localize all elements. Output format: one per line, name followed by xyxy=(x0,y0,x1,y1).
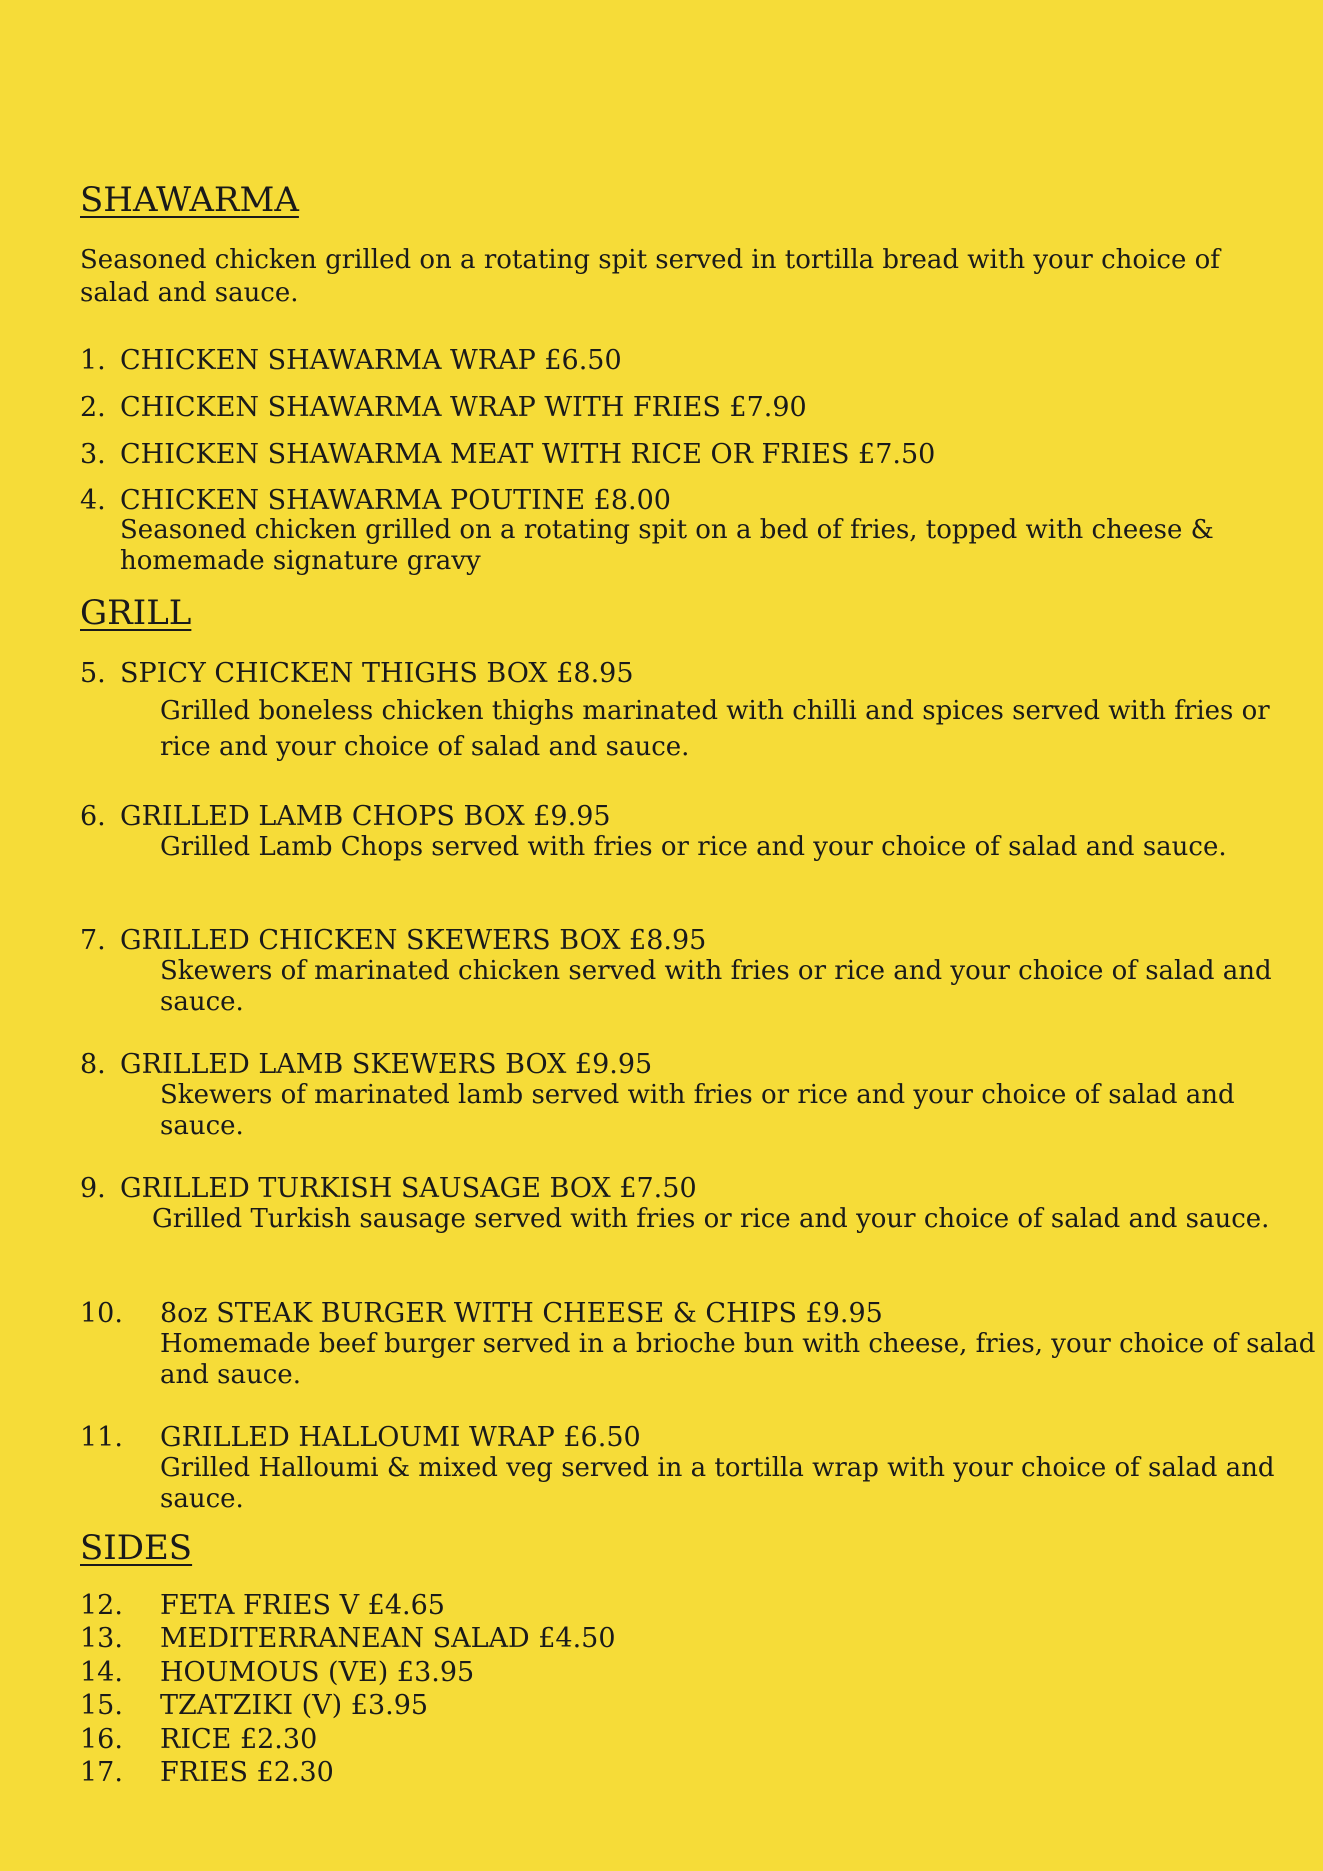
item-number: 8. xyxy=(80,1049,106,1080)
item-number: 17. xyxy=(80,1757,123,1788)
item-title: TZATZIKI (V) £3.95 xyxy=(160,1690,429,1721)
item-title: GRILLED TURKISH SAUSAGE BOX £7.50 xyxy=(120,1173,697,1204)
item-number: 12. xyxy=(80,1590,123,1621)
item-number: 7. xyxy=(80,925,106,956)
item-number: 16. xyxy=(80,1724,123,1755)
item-number: 3. xyxy=(80,439,106,470)
item-number: 13. xyxy=(80,1623,123,1654)
item-title: RICE £2.30 xyxy=(160,1724,318,1755)
section-intro-shawarma: Seasoned chicken grilled on a rotating spit served in tortilla bread with your choice of salad and sauce. xyxy=(80,245,1220,308)
item-number: 14. xyxy=(80,1657,123,1688)
section-heading-grill: GRILL xyxy=(80,593,192,633)
item-title: GRILLED CHICKEN SKEWERS BOX £8.95 xyxy=(120,925,707,956)
section-heading-sides: SIDES xyxy=(80,1528,193,1568)
item-description: Homemade beef burger served in a brioche bun with cheese, fries, your choice of salad and sauce. xyxy=(160,1329,1316,1390)
item-title: CHICKEN SHAWARMA WRAP £6.50 xyxy=(120,345,622,376)
item-title: MEDITERRANEAN SALAD £4.50 xyxy=(160,1623,616,1654)
item-number: 1. xyxy=(80,345,106,376)
item-number: 5. xyxy=(80,658,106,689)
item-title: CHICKEN SHAWARMA MEAT WITH RICE OR FRIES £7.50 xyxy=(120,439,936,470)
item-title: GRILLED LAMB CHOPS BOX £9.95 xyxy=(120,801,611,832)
item-description: Skewers of marinated chicken served with fries or rice and your choice of salad and sauce. xyxy=(160,956,1272,1017)
item-description: Skewers of marinated lamb served with fries or rice and your choice of salad and sauce. xyxy=(160,1080,1235,1141)
item-description: Grilled Lamb Chops served with fries or rice and your choice of salad and sauce. xyxy=(160,832,1227,862)
item-description: Grilled boneless chicken thighs marinated with chilli and spices served with fries or rice and your choice of salad and sauce. xyxy=(160,696,1270,762)
item-number: 2. xyxy=(80,392,106,423)
section-heading-shawarma: SHAWARMA xyxy=(80,180,299,220)
item-title: GRILLED LAMB SKEWERS BOX £9.95 xyxy=(120,1049,653,1080)
item-number: 4. xyxy=(80,485,106,516)
item-title: 8oz STEAK BURGER WITH CHEESE & CHIPS £9.95 xyxy=(160,1298,883,1329)
item-title: HOUMOUS (VE) £3.95 xyxy=(160,1657,475,1688)
item-title: CHICKEN SHAWARMA POUTINE £8.00 xyxy=(120,485,671,516)
item-title: FRIES £2.30 xyxy=(160,1757,334,1788)
item-description: Grilled Turkish sausage served with fries or rice and your choice of salad and sauce. xyxy=(152,1204,1270,1234)
item-number: 6. xyxy=(80,801,106,832)
item-number: 15. xyxy=(80,1690,123,1721)
item-number: 11. xyxy=(80,1422,123,1453)
item-number: 10. xyxy=(80,1298,123,1329)
item-description: Grilled Halloumi & mixed veg served in a tortilla wrap with your choice of salad and sauce. xyxy=(160,1453,1275,1514)
item-number: 9. xyxy=(80,1173,106,1204)
item-title: SPICY CHICKEN THIGHS BOX £8.95 xyxy=(120,658,634,689)
item-title: GRILLED HALLOUMI WRAP £6.50 xyxy=(160,1422,641,1453)
item-description: Seasoned chicken grilled on a rotating spit on a bed of fries, topped with cheese & homemade signature gravy xyxy=(120,515,1214,576)
item-title: CHICKEN SHAWARMA WRAP WITH FRIES £7.90 xyxy=(120,392,807,423)
item-title: FETA FRIES V £4.65 xyxy=(160,1590,445,1621)
